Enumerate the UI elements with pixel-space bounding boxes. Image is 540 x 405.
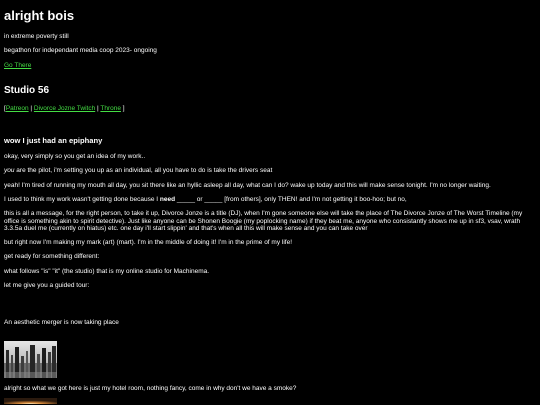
- studio-title: Studio 56: [4, 84, 50, 96]
- paragraph-text: I used to think my work wasn't getting done because I: [4, 196, 160, 204]
- go-there-link[interactable]: Go There: [4, 61, 32, 69]
- links-bracket-open: [: [4, 105, 6, 113]
- aesthetic-merger-image: [4, 341, 57, 378]
- link-separator: |: [95, 105, 101, 113]
- post-title: wow I just had an epiphany: [4, 136, 103, 146]
- post-paragraph-message: this is all a message, for the right person, to take it up, Divorce Jonze is a title (DJ), when I'm gone someone else will take the place of The Divorce Jonze of The Worst Timeline (my office is something akin to spirit detective). Just like anyone can be Shonen Boogie (my poplocking name) if they beat me, anyone who consistantly shows me up in sf3, vsav, wrath 3.3.5a duel me (currently on hiatus) etc. one day i'll start slippin' and that's when all this will make sense and you can take over: [4, 210, 523, 232]
- post-paragraph-intro: okay, very simply so you get an idea of my work..: [4, 153, 146, 161]
- strong-text: need: [159, 196, 176, 204]
- campaign-line: begathon for independant media coop 2023- ongoing: [4, 47, 157, 55]
- links-bracket-close: ]: [121, 105, 125, 113]
- go-there-line: [4, 62, 536, 69]
- emphasis-text: you: [4, 167, 15, 175]
- post-paragraph-tour: let me give you a guided tour:: [4, 282, 90, 290]
- throne-link[interactable]: Throne: [100, 105, 121, 113]
- tour-caption: An aesthetic merger is now taking place: [4, 318, 119, 326]
- link-separator: |: [28, 105, 34, 113]
- twitch-link[interactable]: Divorce Jozne Twitch: [33, 105, 96, 113]
- post-paragraph-studio: what follows "is" "it" (the studio) that is my online studio for Machinema.: [4, 268, 210, 276]
- status-line: in extreme poverty still: [4, 33, 69, 41]
- paragraph-text: are the pilot, i'm setting you up as an individual, all you have to do is take the drivers seat: [14, 167, 273, 175]
- post-paragraph-mark: but right now I'm making my mark (art) (mart). I'm in the middle of doing it! I'm in the prime of my life!: [4, 239, 293, 247]
- hotel-room-image: [4, 398, 57, 404]
- tour-caption: alright so what we got here is just my hotel room, nothing fancy, come in why don't we have a smoke?: [4, 384, 297, 392]
- post-paragraph-need: [4, 196, 536, 203]
- post-paragraph-tired: yeah! I'm tired of running my mouth all day, you sit there like an hyllic asleep all day, what can I do? wake up today and this will make sense tonight. I'm no longer waiting.: [4, 181, 491, 189]
- page-title: alright bois: [4, 8, 75, 23]
- studio-links: [4, 105, 536, 112]
- post-paragraph-pilot: [4, 167, 536, 174]
- paragraph-text: _____ or _____ [from others], only THEN! and I'm not getting it boo-hoo; but no,: [175, 196, 407, 204]
- patreon-link[interactable]: Patreon: [5, 105, 29, 113]
- post-paragraph-ready: get ready for something different:: [4, 253, 100, 261]
